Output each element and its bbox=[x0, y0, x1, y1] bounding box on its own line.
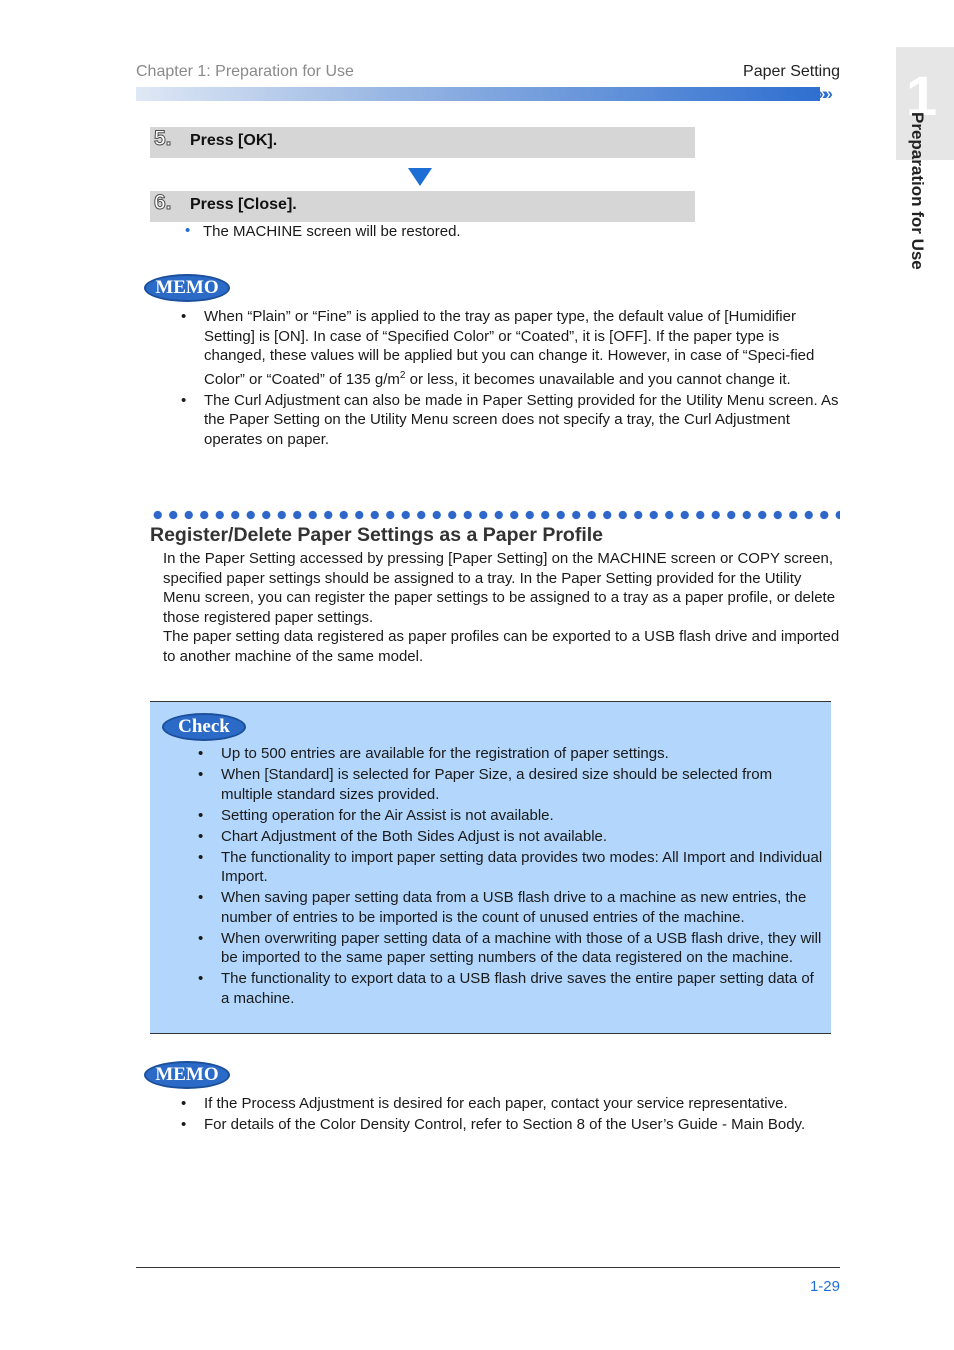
header-gradient-bar bbox=[136, 87, 820, 101]
check-item: • When overwriting paper setting data of a machine with those of a USB flash drive, they will be imported to the same paper setting numbers of the data registered on the machine. bbox=[198, 929, 823, 968]
step-number: 5. bbox=[154, 127, 172, 150]
check-item: • The functionality to import paper setting data provides two modes: All Import and Individual Import. bbox=[198, 848, 823, 887]
check-item: • When saving paper setting data from a USB flash drive to a machine as new entries, the number of entries to be imported is the count of unused entries of the machine. bbox=[198, 888, 823, 927]
section-paragraph: The paper setting data registered as paper profiles can be exported to a USB flash drive and imported to another machine of the same model. bbox=[163, 628, 840, 665]
memo-badge: MEMO bbox=[144, 274, 230, 302]
section-paragraph: In the Paper Setting accessed by pressing [Paper Setting] on the MACHINE screen or COPY screen, specified paper settings should be assigned to a tray. In the Paper Setting provided for the Utility Menu screen, you can register the paper settings to be assigned to a tray as a paper profile, or delete those registered paper settings. bbox=[163, 550, 836, 626]
chapter-tab-label: Preparation for Use bbox=[908, 112, 927, 270]
section-name: Paper Setting bbox=[743, 63, 840, 80]
step-text: Press [OK]. bbox=[190, 132, 278, 149]
memo-item: • When “Plain” or “Fine” is applied to the tray as paper type, the default value of [Humidifier Setting] is [ON]. In case of “Specified Color” or “Coated”, it is [OFF]. If the paper type is changed, these values will be applied but you can change it. However, in case of “Speci-fied Color” or “Coated” of 135 $g/m^2$ or less, it becomes unavailable and you cannot change it. bbox=[181, 307, 841, 389]
chapter-title: Chapter 1: Preparation for Use bbox=[136, 63, 354, 80]
check-item: • Setting operation for the Air Assist is not available. bbox=[198, 806, 823, 826]
step-text: Press [Close]. bbox=[190, 196, 297, 213]
bullet-icon: • bbox=[185, 222, 191, 239]
step-5 bbox=[150, 127, 695, 158]
check-item: • Chart Adjustment of the Both Sides Adjust is not available. bbox=[198, 827, 823, 847]
step-number: 6. bbox=[154, 191, 172, 214]
chapter-tab-number: 1 bbox=[906, 64, 938, 127]
check-item: • When [Standard] is selected for Paper Size, a desired size should be selected from multiple standard sizes provided. bbox=[198, 765, 823, 804]
check-item: • The functionality to export data to a USB flash drive saves the entire paper setting data of a machine. bbox=[198, 969, 823, 1008]
memo-item: • For details of the Color Density Control, refer to Section 8 of the User’s Guide - Main Body. bbox=[181, 1115, 841, 1135]
memo-item: • The Curl Adjustment can also be made in Paper Setting provided for the Utility Menu screen. As the Paper Setting on the Utility Menu screen does not specify a tray, the Curl Adjustment operates on paper. bbox=[181, 391, 841, 450]
memo-list bbox=[181, 307, 841, 451]
chevron-right-icon: »» bbox=[818, 84, 829, 103]
check-badge: Check bbox=[162, 713, 246, 741]
step-note: The MACHINE screen will be restored. bbox=[203, 223, 461, 240]
page-number: 1-29 bbox=[809, 1278, 840, 1295]
memo-list bbox=[181, 1094, 841, 1136]
memo-badge: MEMO bbox=[144, 1061, 230, 1089]
step-6 bbox=[150, 191, 695, 222]
memo-item: • If the Process Adjustment is desired for each paper, contact your service representative. bbox=[181, 1094, 841, 1114]
down-arrow-icon bbox=[408, 168, 432, 186]
section-title: Register/Delete Paper Settings as a Paper Profile bbox=[150, 524, 604, 546]
check-item: • Up to 500 entries are available for the registration of paper settings. bbox=[198, 744, 823, 764]
footer-rule bbox=[136, 1267, 840, 1268]
section-divider-dots bbox=[150, 509, 840, 521]
check-list bbox=[198, 744, 823, 1010]
